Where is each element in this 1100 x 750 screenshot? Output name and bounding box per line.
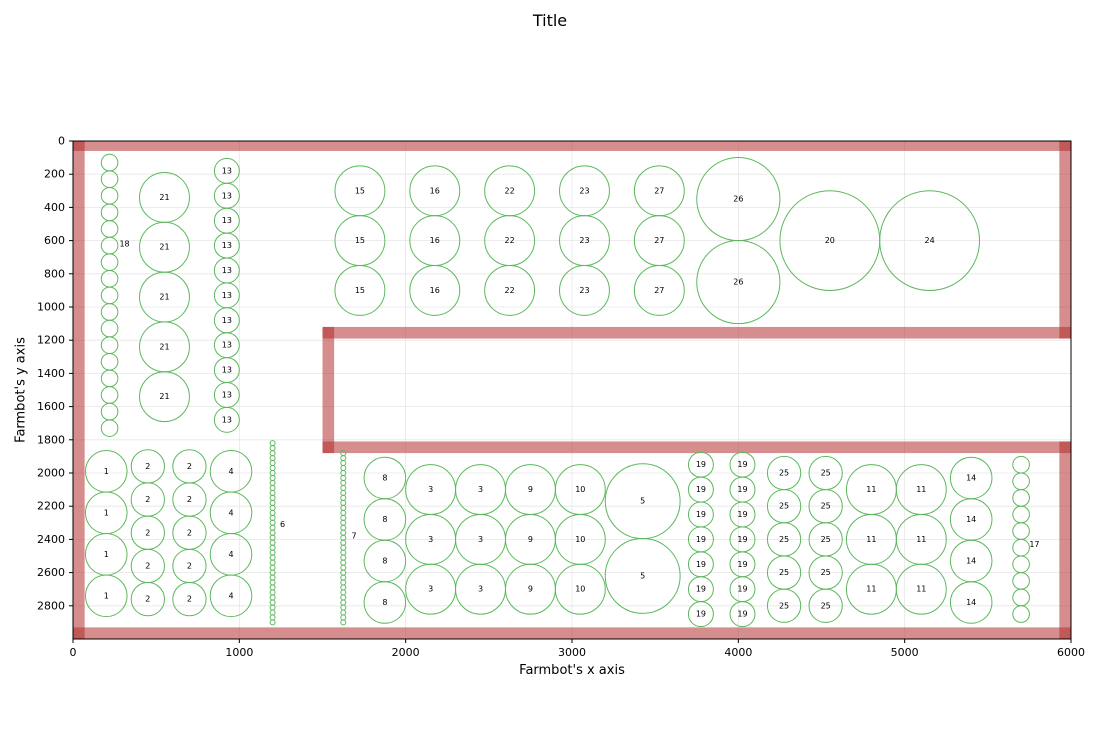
plant-circle-18: [101, 337, 118, 354]
plant-label: 1: [103, 508, 109, 518]
plant-label: 19: [695, 534, 707, 544]
wall-segment: [323, 327, 335, 453]
plant-circle-6: [270, 560, 275, 565]
plant-circle-7: [341, 590, 346, 595]
plant-label: 21: [159, 342, 170, 352]
plant-label: 1: [103, 466, 109, 476]
axis-ticks: [37, 135, 1085, 660]
plant-label: 19: [695, 460, 707, 470]
plant-label: 2: [145, 495, 151, 505]
plant-label: 8: [382, 473, 388, 483]
plant-label: 13: [221, 415, 232, 425]
plant-circle-7: [341, 485, 346, 490]
y-tick-label: 200: [44, 167, 65, 181]
plant-label: 13: [221, 315, 232, 325]
y-tick-label: 1200: [37, 333, 65, 347]
wall-segment: [323, 441, 1072, 453]
plant-circle-18: [101, 287, 118, 304]
plant-circle-6: [270, 610, 275, 615]
plant-label: 25: [820, 468, 831, 478]
plant-label: 13: [221, 166, 232, 176]
plant-circle-17: [1013, 589, 1030, 606]
plant-circle-6: [270, 545, 275, 550]
plant-label: 11: [866, 534, 877, 544]
plant-label: 26: [733, 277, 744, 287]
plant-circle-7: [341, 520, 346, 525]
plant-circle-18: [101, 353, 118, 370]
wall-segment: [1059, 441, 1071, 639]
x-tick-label: 3000: [558, 646, 586, 659]
plant-label: 23: [579, 236, 590, 246]
plant-label: 16: [429, 285, 440, 295]
plant-label: 25: [778, 468, 790, 478]
plant-circle-17: [1013, 473, 1030, 490]
plant-label: 4: [228, 508, 234, 518]
plant-label: 4: [228, 466, 234, 476]
plant-label: 14: [966, 514, 977, 524]
plant-group-label: 18: [119, 239, 130, 249]
plant-circle-6: [270, 525, 275, 530]
x-tick-label: 0: [69, 646, 77, 659]
plant-circle-18: [101, 387, 118, 404]
plant-label: 3: [428, 534, 434, 544]
plant-circle-7: [341, 615, 346, 620]
y-tick-label: 1600: [37, 400, 65, 414]
wall-segment: [73, 627, 1071, 639]
plant-label: 5: [640, 496, 646, 506]
plant-circle-18: [101, 221, 118, 238]
plant-circle-7: [341, 620, 346, 625]
plant-label: 19: [695, 609, 707, 619]
plant-label: 3: [428, 584, 434, 594]
plant-circle-7: [341, 565, 346, 570]
plant-label: 13: [221, 340, 232, 350]
plant-circle-17: [1013, 539, 1030, 556]
plant-circle-7: [341, 610, 346, 615]
plant-label: 21: [159, 242, 170, 252]
plant-circle-18: [101, 370, 118, 387]
plant-circle-6: [270, 600, 275, 605]
y-tick-label: 2000: [37, 466, 65, 480]
plant-circle-6: [270, 565, 275, 570]
y-tick-label: 2200: [37, 499, 65, 513]
plant-circle-17: [1013, 490, 1030, 507]
plant-label: 19: [737, 510, 748, 519]
plant-label: 20: [824, 236, 835, 246]
plant-label: 2: [145, 461, 151, 471]
plant-group-label: 7: [351, 531, 357, 541]
plant-circle-18: [101, 187, 118, 204]
plant-circle-7: [341, 545, 346, 550]
plant-circle-17: [1013, 556, 1030, 573]
plant-label: 11: [866, 485, 877, 495]
plant-label: 25: [778, 601, 790, 611]
plant-label: 2: [186, 594, 192, 604]
plant-label: 27: [654, 186, 665, 196]
plant-circle-7: [341, 580, 346, 585]
plant-circle-6: [270, 580, 275, 585]
y-tick-label: 400: [44, 200, 65, 214]
plant-label: 23: [579, 186, 590, 196]
plant-circle-6: [270, 446, 275, 451]
plant-label: 23: [579, 285, 590, 295]
plant-label: 19: [695, 485, 707, 495]
plant-group-label: 6: [280, 519, 286, 529]
plant-label: 13: [221, 290, 232, 300]
plant-label: 19: [737, 559, 748, 569]
chart-title: Title: [532, 11, 568, 30]
plant-circle-7: [341, 500, 346, 505]
plant-circle-6: [270, 530, 275, 535]
plant-label: 13: [221, 241, 232, 251]
plant-label: 3: [477, 485, 484, 495]
plant-circle-7: [341, 555, 346, 560]
plant-label: 8: [382, 556, 388, 566]
plant-circle-6: [270, 495, 275, 500]
plant-circle-6: [270, 456, 275, 461]
plant-circle-6: [270, 441, 275, 446]
plant-label: 13: [221, 191, 232, 201]
plant-circle-7: [341, 510, 346, 515]
plant-label: 19: [695, 584, 707, 594]
plant-label: 5: [640, 571, 646, 581]
plant-label: 11: [866, 584, 877, 594]
plant-circle-6: [270, 500, 275, 505]
plant-label: 25: [778, 534, 790, 544]
plant-label: 15: [354, 186, 366, 196]
plant-circle-6: [270, 575, 275, 580]
plant-circle-7: [341, 525, 346, 530]
plant-label: 2: [145, 528, 151, 538]
plant-label: 2: [145, 594, 151, 604]
x-tick-label: 5000: [890, 646, 919, 659]
plant-circle-18: [101, 270, 118, 287]
plant-label: 9: [527, 485, 533, 495]
plant-label: 10: [575, 584, 586, 594]
plant-circle-6: [270, 490, 275, 495]
plant-label: 27: [654, 285, 665, 295]
plant-label: 25: [820, 501, 831, 511]
plant-label: 3: [477, 584, 484, 594]
plant-circle-17: [1013, 523, 1030, 540]
plant-label: 19: [737, 584, 748, 594]
plant-label: 4: [228, 549, 234, 559]
wall-segment: [323, 327, 1072, 339]
x-tick-label: 6000: [1057, 646, 1085, 659]
plant-circle-6: [270, 540, 275, 545]
plant-label: 16: [429, 186, 440, 196]
plant-label: 14: [966, 556, 977, 566]
plant-circle-18: [101, 420, 118, 437]
plant-circle-7: [341, 490, 346, 495]
plant-circle-7: [341, 461, 346, 466]
plant-circle-6: [270, 620, 275, 625]
y-tick-label: 1400: [37, 366, 65, 380]
plant-circle-7: [341, 495, 346, 500]
plant-label: 14: [966, 597, 977, 607]
y-tick-label: 1000: [37, 300, 65, 314]
plant-circle-7: [341, 575, 346, 580]
plant-label: 11: [916, 584, 927, 594]
plant-label: 13: [221, 365, 232, 375]
plant-label: 22: [504, 186, 515, 196]
x-axis-label: Farmbot's x axis: [519, 663, 625, 678]
plant-label: 11: [916, 485, 927, 495]
plant-circle-6: [270, 615, 275, 620]
plant-label: 16: [429, 236, 440, 246]
x-tick-label: 1000: [225, 646, 254, 659]
plant-label: 26: [733, 194, 744, 204]
plant-label: 8: [382, 514, 388, 524]
plant-label: 10: [575, 534, 586, 544]
plant-circle-7: [341, 595, 346, 600]
plant-circle-7: [341, 475, 346, 480]
plant-circle-18: [101, 204, 118, 221]
plant-label: 13: [221, 390, 232, 400]
plant-circle-7: [341, 480, 346, 485]
plant-circle-7: [341, 466, 346, 471]
plant-circle-6: [270, 520, 275, 525]
plant-circle-6: [270, 485, 275, 490]
plant-label: 25: [820, 534, 831, 544]
plant-circle-6: [270, 515, 275, 520]
wall-segment: [1059, 141, 1071, 339]
plant-label: 19: [695, 559, 707, 569]
plant-circle-7: [341, 540, 346, 545]
plant-circle-17: [1013, 506, 1030, 523]
plant-label: 19: [737, 485, 748, 495]
plant-label: 2: [186, 528, 192, 538]
plant-circle-6: [270, 555, 275, 560]
y-tick-label: 2600: [37, 566, 65, 580]
plant-circle-7: [341, 560, 346, 565]
plant-label: 25: [778, 568, 790, 578]
plant-circle-7: [341, 600, 346, 605]
plant-circle-7: [341, 456, 346, 461]
y-tick-label: 1800: [37, 433, 65, 447]
plant-label: 1: [103, 549, 109, 559]
wall-segment: [73, 141, 1071, 151]
plant-label: 19: [737, 534, 748, 544]
plant-label: 2: [186, 461, 192, 471]
y-tick-label: 0: [58, 134, 65, 148]
wall-segment: [73, 141, 85, 639]
plant-label: 22: [504, 285, 515, 295]
y-tick-label: 800: [44, 267, 65, 281]
plant-label: 21: [159, 192, 170, 202]
plant-label: 1: [103, 591, 109, 601]
plant-label: 21: [159, 392, 170, 402]
plant-circle-6: [270, 595, 275, 600]
plant-circle-7: [341, 550, 346, 555]
plant-circle-6: [270, 590, 275, 595]
plant-label: 25: [820, 601, 831, 611]
plant-label: 14: [966, 473, 977, 483]
plant-circle-6: [270, 550, 275, 555]
plant-circle-7: [341, 515, 346, 520]
plant-label: 11: [916, 534, 927, 544]
plant-circle-18: [101, 320, 118, 337]
plant-circle-17: [1013, 606, 1030, 623]
plant-circle-17: [1013, 456, 1030, 473]
plant-label: 27: [654, 236, 665, 246]
plant-circle-6: [270, 510, 275, 515]
plant-circle-18: [101, 171, 118, 188]
plant-label: 9: [527, 534, 533, 544]
plant-circle-18: [101, 403, 118, 420]
y-tick-label: 2400: [37, 532, 65, 546]
plant-circle-6: [270, 585, 275, 590]
x-tick-label: 2000: [391, 646, 420, 659]
plant-circle-6: [270, 461, 275, 466]
plant-label: 9: [527, 584, 533, 594]
plant-label: 25: [778, 501, 790, 511]
plant-label: 13: [221, 216, 232, 226]
plant-circle-17: [1013, 573, 1030, 590]
plant-label: 25: [820, 568, 831, 578]
plant-label: 22: [504, 236, 515, 246]
plant-circle-18: [101, 304, 118, 321]
plant-label: 24: [924, 236, 935, 246]
plant-circle-18: [101, 237, 118, 254]
plant-circle-18: [101, 254, 118, 271]
plant-label: 21: [159, 292, 170, 302]
plant-label: 15: [354, 236, 366, 246]
plant-label: 19: [737, 609, 748, 619]
y-axis-label: Farmbot's y axis: [13, 337, 29, 443]
plant-label: 19: [737, 460, 748, 470]
plant-label: 2: [186, 561, 192, 571]
plant-label: 8: [382, 597, 388, 607]
plant-label: 10: [575, 485, 586, 495]
plant-label: 13: [221, 265, 232, 275]
plant-label: 15: [354, 285, 366, 295]
x-tick-label: 4000: [724, 646, 753, 659]
plant-circle-6: [270, 480, 275, 485]
plant-label: 2: [186, 495, 192, 505]
plant-circle-7: [341, 530, 346, 535]
plant-circle-7: [341, 585, 346, 590]
plant-label: 3: [428, 485, 434, 495]
plant-circle-6: [270, 475, 275, 480]
plant-circle-18: [101, 154, 118, 171]
y-tick-label: 2800: [37, 599, 65, 613]
plant-label: 19: [695, 510, 707, 519]
plant-circle-6: [270, 451, 275, 456]
plant-label: 3: [477, 534, 484, 544]
y-tick-label: 600: [44, 234, 65, 248]
plant-label: 4: [228, 591, 234, 601]
plant-group-label: 17: [1029, 539, 1040, 549]
plant-label: 2: [145, 561, 151, 571]
plant-circle-6: [270, 466, 275, 471]
